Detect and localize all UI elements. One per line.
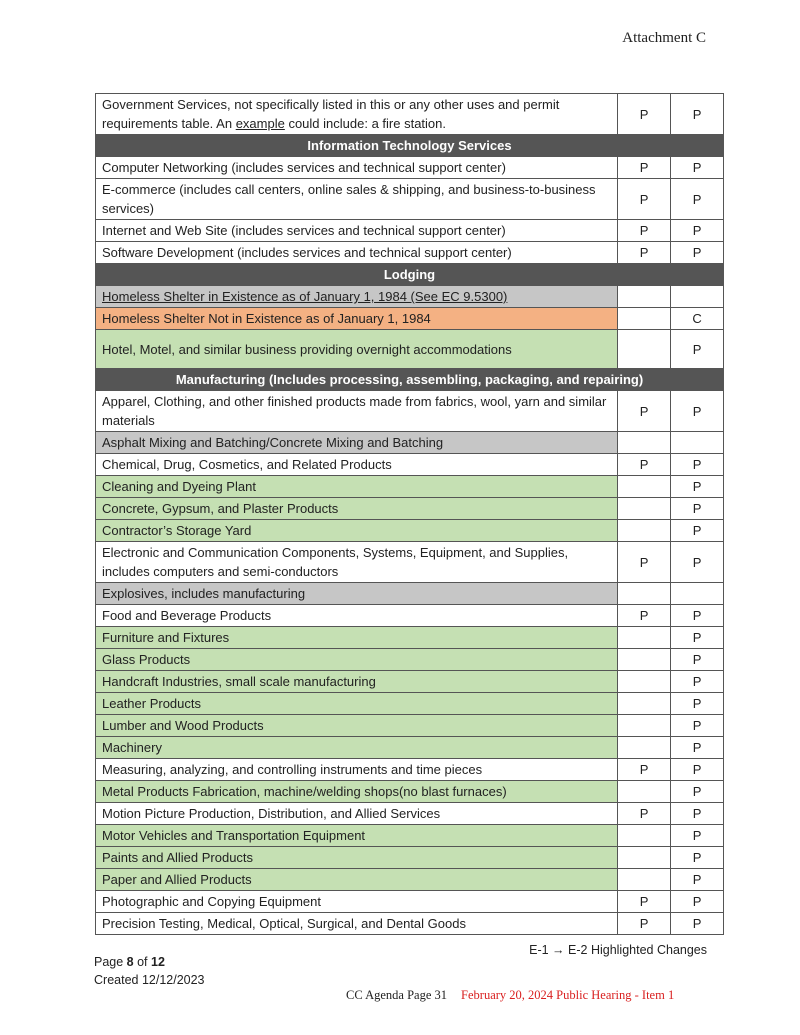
permit-e2: P [671,847,724,869]
permit-e2: C [671,308,724,330]
permit-e1: P [618,542,671,583]
use-description-text: Hotel, Motel, and similar business providing overnight accommodations [102,341,512,357]
hearing-label: February 20, 2024 Public Hearing - Item 1 [461,988,675,1002]
table-row [96,242,724,264]
section-header: Lodging [96,264,724,286]
attachment-label: Attachment C [622,30,706,46]
permit-e1 [618,286,671,308]
use-description [96,913,618,935]
page-current: 8 [126,955,134,969]
agenda-page: CC Agenda Page 31 [346,988,448,1002]
table-row [96,583,724,605]
use-description [96,94,618,135]
use-description [96,847,618,869]
use-description [96,498,618,520]
table-row [96,520,724,542]
table-row [96,649,724,671]
use-description-text: Furniture and Fixtures [102,630,230,645]
use-description [96,627,618,649]
use-description-text: Explosives, includes manufacturing [102,586,306,601]
permit-e1 [618,432,671,454]
use-description [96,759,618,781]
permit-e1 [618,649,671,671]
permit-e1: P [618,220,671,242]
use-description-text: Lumber and Wood Products [102,718,264,733]
section-header-row [96,369,724,391]
permit-e2: P [671,627,724,649]
use-description [96,220,618,242]
permit-e2: P [671,157,724,179]
permit-e1 [618,693,671,715]
use-description-text: Concrete, Gypsum, and Plaster Products [102,501,339,516]
use-description-text: Precision Testing, Medical, Optical, Surgical, and Dental Goods [102,916,466,931]
use-description [96,825,618,847]
use-description [96,583,618,605]
permit-e1: P [618,391,671,432]
use-description [96,391,618,432]
use-description [96,242,618,264]
use-description-underlined: example [235,116,285,131]
permit-e2: P [671,891,724,913]
permit-e2: P [671,869,724,891]
table-row [96,330,724,369]
permit-e1: P [618,913,671,935]
permit-e1 [618,330,671,369]
use-description-text: E-commerce (includes call centers, online sales & shipping, and business-to-business services) [102,182,596,216]
permit-e1: P [618,157,671,179]
use-description [96,693,618,715]
page-number [94,953,205,971]
table-row [96,803,724,825]
permit-e2: P [671,605,724,627]
table-row [96,825,724,847]
use-description-text: Electronic and Communication Components, Systems, Equipment, and Supplies, includes computers and semi-conductors [102,545,569,579]
permit-e1: P [618,605,671,627]
table-row [96,759,724,781]
section-header-row [96,135,724,157]
uses-permit-table [95,93,724,935]
permit-e1 [618,781,671,803]
use-description [96,671,618,693]
permit-e1: P [618,803,671,825]
use-description [96,715,618,737]
use-description-text: Photographic and Copying Equipment [102,894,321,909]
table-row [96,454,724,476]
permit-e1 [618,498,671,520]
permit-e2: P [671,781,724,803]
permit-e1 [618,847,671,869]
table-row [96,671,724,693]
use-description-text: Cleaning and Dyeing Plant [102,479,256,494]
permit-e2: P [671,649,724,671]
page-of: of [133,955,151,969]
permit-e1 [618,737,671,759]
page-prefix: Page [94,955,127,969]
permit-e2: P [671,220,724,242]
use-description-text: Asphalt Mixing and Batching/Concrete Mixing and Batching [102,435,444,450]
page-footer [94,953,205,989]
table-row [96,715,724,737]
permit-e1: P [618,891,671,913]
table-row [96,693,724,715]
table-row [96,781,724,803]
use-description-text: Software Development (includes services and technical support center) [102,245,512,260]
table-row [96,286,724,308]
permit-e2: P [671,715,724,737]
use-description [96,454,618,476]
permit-e2: P [671,330,724,369]
permit-e2: P [671,671,724,693]
agenda-footer [346,988,674,1003]
permit-e1 [618,627,671,649]
permit-e2: P [671,391,724,432]
table-row [96,476,724,498]
table-row [96,869,724,891]
table-row [96,498,724,520]
permit-e1 [618,869,671,891]
table-row [96,220,724,242]
use-description-text: Metal Products Fabrication, machine/welding shops(no blast furnaces) [102,784,507,799]
permit-e1 [618,583,671,605]
table-row [96,542,724,583]
use-description-text: Paints and Allied Products [102,850,254,865]
table-row [96,391,724,432]
use-description [96,476,618,498]
permit-e2: P [671,803,724,825]
permit-e2 [671,583,724,605]
table-row [96,913,724,935]
use-description [96,869,618,891]
permit-e2: P [671,759,724,781]
permit-e2: P [671,454,724,476]
use-description-text: Handcraft Industries, small scale manufacturing [102,674,376,689]
use-description [96,432,618,454]
use-description [96,542,618,583]
page-total: 12 [151,955,165,969]
table-row [96,308,724,330]
use-description [96,330,618,369]
use-description [96,803,618,825]
use-description [96,737,618,759]
created-date: Created 12/12/2023 [94,973,205,987]
permit-e2: P [671,825,724,847]
table-row [96,605,724,627]
table-row [96,737,724,759]
permit-e2: P [671,179,724,220]
permit-e2: P [671,498,724,520]
use-description [96,649,618,671]
table-row [96,157,724,179]
permit-e2: P [671,913,724,935]
permit-e1 [618,825,671,847]
use-description [96,179,618,220]
use-description [96,605,618,627]
use-description-text: Paper and Allied Products [102,872,252,887]
use-description [96,520,618,542]
permit-e1: P [618,94,671,135]
permit-e2: P [671,520,724,542]
use-description-text: Contractor’s Storage Yard [102,523,252,538]
permit-e2: P [671,542,724,583]
table-row [96,94,724,135]
use-description-text: Food and Beverage Products [102,608,272,623]
table-row [96,891,724,913]
permit-e2: P [671,94,724,135]
use-description-text: Machinery [102,740,162,755]
section-header-row [96,264,724,286]
table-row [96,179,724,220]
use-description-text: Leather Products [102,696,202,711]
permit-e1 [618,308,671,330]
use-description [96,286,618,308]
permit-e1 [618,476,671,498]
use-description-text: Computer Networking (includes services and technical support center) [102,160,506,175]
permit-e2: P [671,737,724,759]
use-description-text: Measuring, analyzing, and controlling instruments and time pieces [102,762,483,777]
use-description-text: Chemical, Drug, Cosmetics, and Related Products [102,457,392,472]
section-header: Manufacturing (Includes processing, assembling, packaging, and repairing) [96,369,724,391]
use-description [96,157,618,179]
permit-e1 [618,520,671,542]
permit-e2 [671,432,724,454]
use-description-text: could include: a fire station. [284,116,446,131]
highlighted-changes-note: E-1 → E-2 Highlighted Changes [529,943,707,957]
permit-e1: P [618,242,671,264]
table-row [96,432,724,454]
table-row [96,627,724,649]
permit-e2: P [671,242,724,264]
use-description [96,781,618,803]
section-header: Information Technology Services [96,135,724,157]
use-description-text: Motion Picture Production, Distribution, and Allied Services [102,806,441,821]
permit-e2: P [671,693,724,715]
use-description-text: Homeless Shelter Not in Existence as of January 1, 1984 [102,311,431,326]
table-row [96,847,724,869]
use-description-text: Motor Vehicles and Transportation Equipment [102,828,366,843]
table-body [96,94,724,935]
use-description-text: Homeless Shelter in Existence as of January 1, 1984 (See EC 9.5300) [102,289,508,304]
use-description-text: Government Services, not specifically listed in this or any other uses and permit requirements table. An [102,97,560,131]
permit-e2 [671,286,724,308]
permit-e1 [618,715,671,737]
use-description [96,308,618,330]
use-description [96,891,618,913]
permit-e1: P [618,454,671,476]
permit-e2: P [671,476,724,498]
permit-e1 [618,671,671,693]
use-description-text: Apparel, Clothing, and other finished products made from fabrics, wool, yarn and similar materials [102,394,607,428]
permit-e1: P [618,179,671,220]
permit-e1: P [618,759,671,781]
use-description-text: Internet and Web Site (includes services and technical support center) [102,223,506,238]
use-description-text: Glass Products [102,652,191,667]
